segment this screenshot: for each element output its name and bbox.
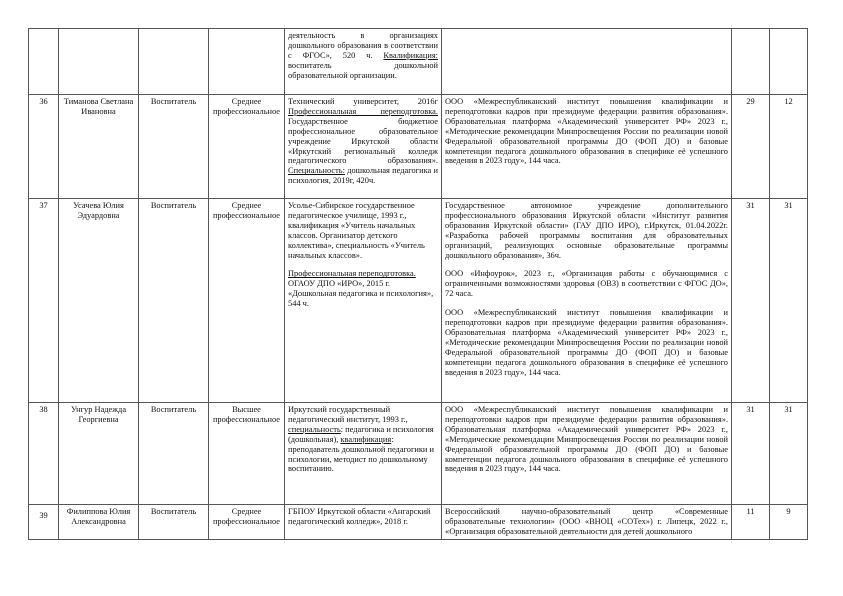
course-entry: ООО «Межреспубликанский институт повышения квалификации и переподготовки кадров при президиуме федерации развития образования». Образовательная платформа «Академический университет РФ» 2023 г., «Методические рекомендации Минпросвещения России по реализации новой Федеральной образовательной программы ДО (ФОП ДО) и базовые компетенции педагога дошкольного образования в специфике её успешного введения в 2023 году», 144 часа. (445, 308, 728, 377)
table-row (29, 199, 808, 403)
teaching-experience (770, 29, 808, 95)
training-courses (442, 403, 732, 505)
employee-name: Тиманова Светлана Ивановна (59, 95, 139, 199)
qualification-details (285, 29, 442, 95)
specialty-label: Специальность: (288, 166, 345, 176)
education-institution: Технический университет, 2016г (288, 97, 438, 106)
row-number: 36 (29, 95, 59, 199)
education-level: Среднее профессиональное (209, 199, 285, 403)
qualification-details (285, 199, 442, 403)
course-entry: ООО «Межреспубликанский институт повышения квалификации и переподготовки кадров при президиуме федерации развития образования». Образовательная платформа «Академический университет РФ» 2023 г., «Методические рекомендации Минпросвещения России по реализации новой Федеральной образовательной программы ДО (ФОП ДО) и базовые компетенции педагога дошкольного образования в специфике её успешного введения в 2023 году», 144 часа. (445, 97, 728, 166)
total-experience: 11 (732, 505, 770, 540)
course-entry: ООО «Межреспубликанский институт повышения квалификации и переподготовки кадров при президиуме федерации развития образования». Образовательная платформа «Академический университет РФ» 2023 г., «Методические рекомендации Минпросвещения России по реализации новой Федеральной образовательной программы ДО (ФОП ДО) и базовые компетенции педагога дошкольного образования в специфике её успешного введения в 2023 году», 144 часа. (445, 405, 728, 474)
staff-table (28, 28, 808, 540)
teaching-experience: 31 (770, 199, 808, 403)
table-row (29, 95, 808, 199)
employee-name: Унгур Надежда Георгиевна (59, 403, 139, 505)
row-number: 37 (29, 199, 59, 403)
total-experience (732, 29, 770, 95)
training-courses (442, 199, 732, 403)
table-row (29, 29, 808, 95)
qualification-details (285, 95, 442, 199)
employee-position: Воспитатель (139, 505, 209, 540)
total-experience: 31 (732, 403, 770, 505)
retraining-text: ОГАОУ ДПО «ИРО», 2015 г. «Дошкольная педагогика и психология», 544 ч. (288, 279, 434, 309)
education-institution: Усолье-Сибирское государственное педагогическое училище, 1993 г., квалификация «Учитель начальных классов. Организатор детского коллектива», специальность «Учитель начальных классов». (288, 201, 425, 260)
qualification-label: Квалификация: (383, 50, 438, 60)
total-experience: 31 (732, 199, 770, 403)
qualification-label: квалификация (340, 434, 392, 444)
education-institution: ГБПОУ Иркутской области «Ангарский педагогический колледж», 2018 г. (288, 507, 431, 526)
teaching-experience: 31 (770, 403, 808, 505)
employee-position: Воспитатель (139, 95, 209, 199)
row-number (29, 29, 59, 95)
specialty-text: : педагогика и психология (дошкольная), (288, 424, 434, 444)
qualification-text: : преподаватель дошкольной педагогики и психологии, методист по дошкольному воспитанию. (288, 434, 434, 474)
row-number: 38 (29, 403, 59, 505)
total-experience: 29 (732, 95, 770, 199)
employee-position (139, 29, 209, 95)
training-courses (442, 95, 732, 199)
table-row (29, 403, 808, 505)
qualification-details (285, 403, 442, 505)
specialty-label: специальность (288, 424, 341, 434)
training-courses (442, 29, 732, 95)
employee-position: Воспитатель (139, 403, 209, 505)
qualification-value: воспитатель дошкольной образовательной организации. (288, 60, 438, 80)
retraining-label: Профессиональная переподготовка. (288, 106, 438, 116)
employee-name (59, 29, 139, 95)
specialty-text: дошкольная педагогика и психология, 2019г, 420ч. (288, 166, 438, 186)
qualification-details (285, 505, 442, 540)
education-level: Среднее профессиональное (209, 505, 285, 540)
row-number: 39 (29, 505, 59, 540)
training-courses (442, 505, 732, 540)
education-institution: Иркутский государственный педагогический институт, 1993 г., (288, 405, 408, 424)
teaching-experience: 12 (770, 95, 808, 199)
retraining-text: Государственное бюджетное профессиональное образовательное учреждение Иркутской области «Иркутский региональный колледж педагогического образования». (288, 116, 438, 166)
course-entry: Государственное автономное учреждение дополнительного профессионального образования Иркутской области «Институт развития образования Иркутской области» (ГАУ ДПО ИРО), г.Иркутск, 01.04.2022г. «Разработка рабочей программы воспитания для образовательных организаций, реализующих основные образовательные программы дошкольного образования», 36ч. (445, 201, 728, 260)
table-row (29, 505, 808, 540)
course-entry: Всероссийский научно-образовательный центр «Современные образовательные технологии» (ООО «ВНОЦ «СОТех») г. Липецк, 2022 г., «Организация образовательной деятельности для детей дошкольного (445, 507, 728, 536)
teaching-experience: 9 (770, 505, 808, 540)
employee-name: Усачева Юлия Эдуардовна (59, 199, 139, 403)
qualification-text: деятельность в организациях дошкольного образования в соответствии с ФГОС», 520 ч. (288, 31, 438, 60)
course-entry: ООО «Инфоурок», 2023 г., «Организация работы с обучающимися с ограниченными возможностями здоровья (ОВЗ) в соответствии с ФГОС ДО», 72 часа. (445, 269, 728, 299)
education-level: Среднее профессиональное (209, 95, 285, 199)
retraining-block (288, 269, 438, 309)
education-level: Высшее профессиональное (209, 403, 285, 505)
employee-position: Воспитатель (139, 199, 209, 403)
retraining-label: Профессиональная переподготовка. (288, 269, 416, 279)
education-level (209, 29, 285, 95)
employee-name: Филиппова Юлия Александровна (59, 505, 139, 540)
